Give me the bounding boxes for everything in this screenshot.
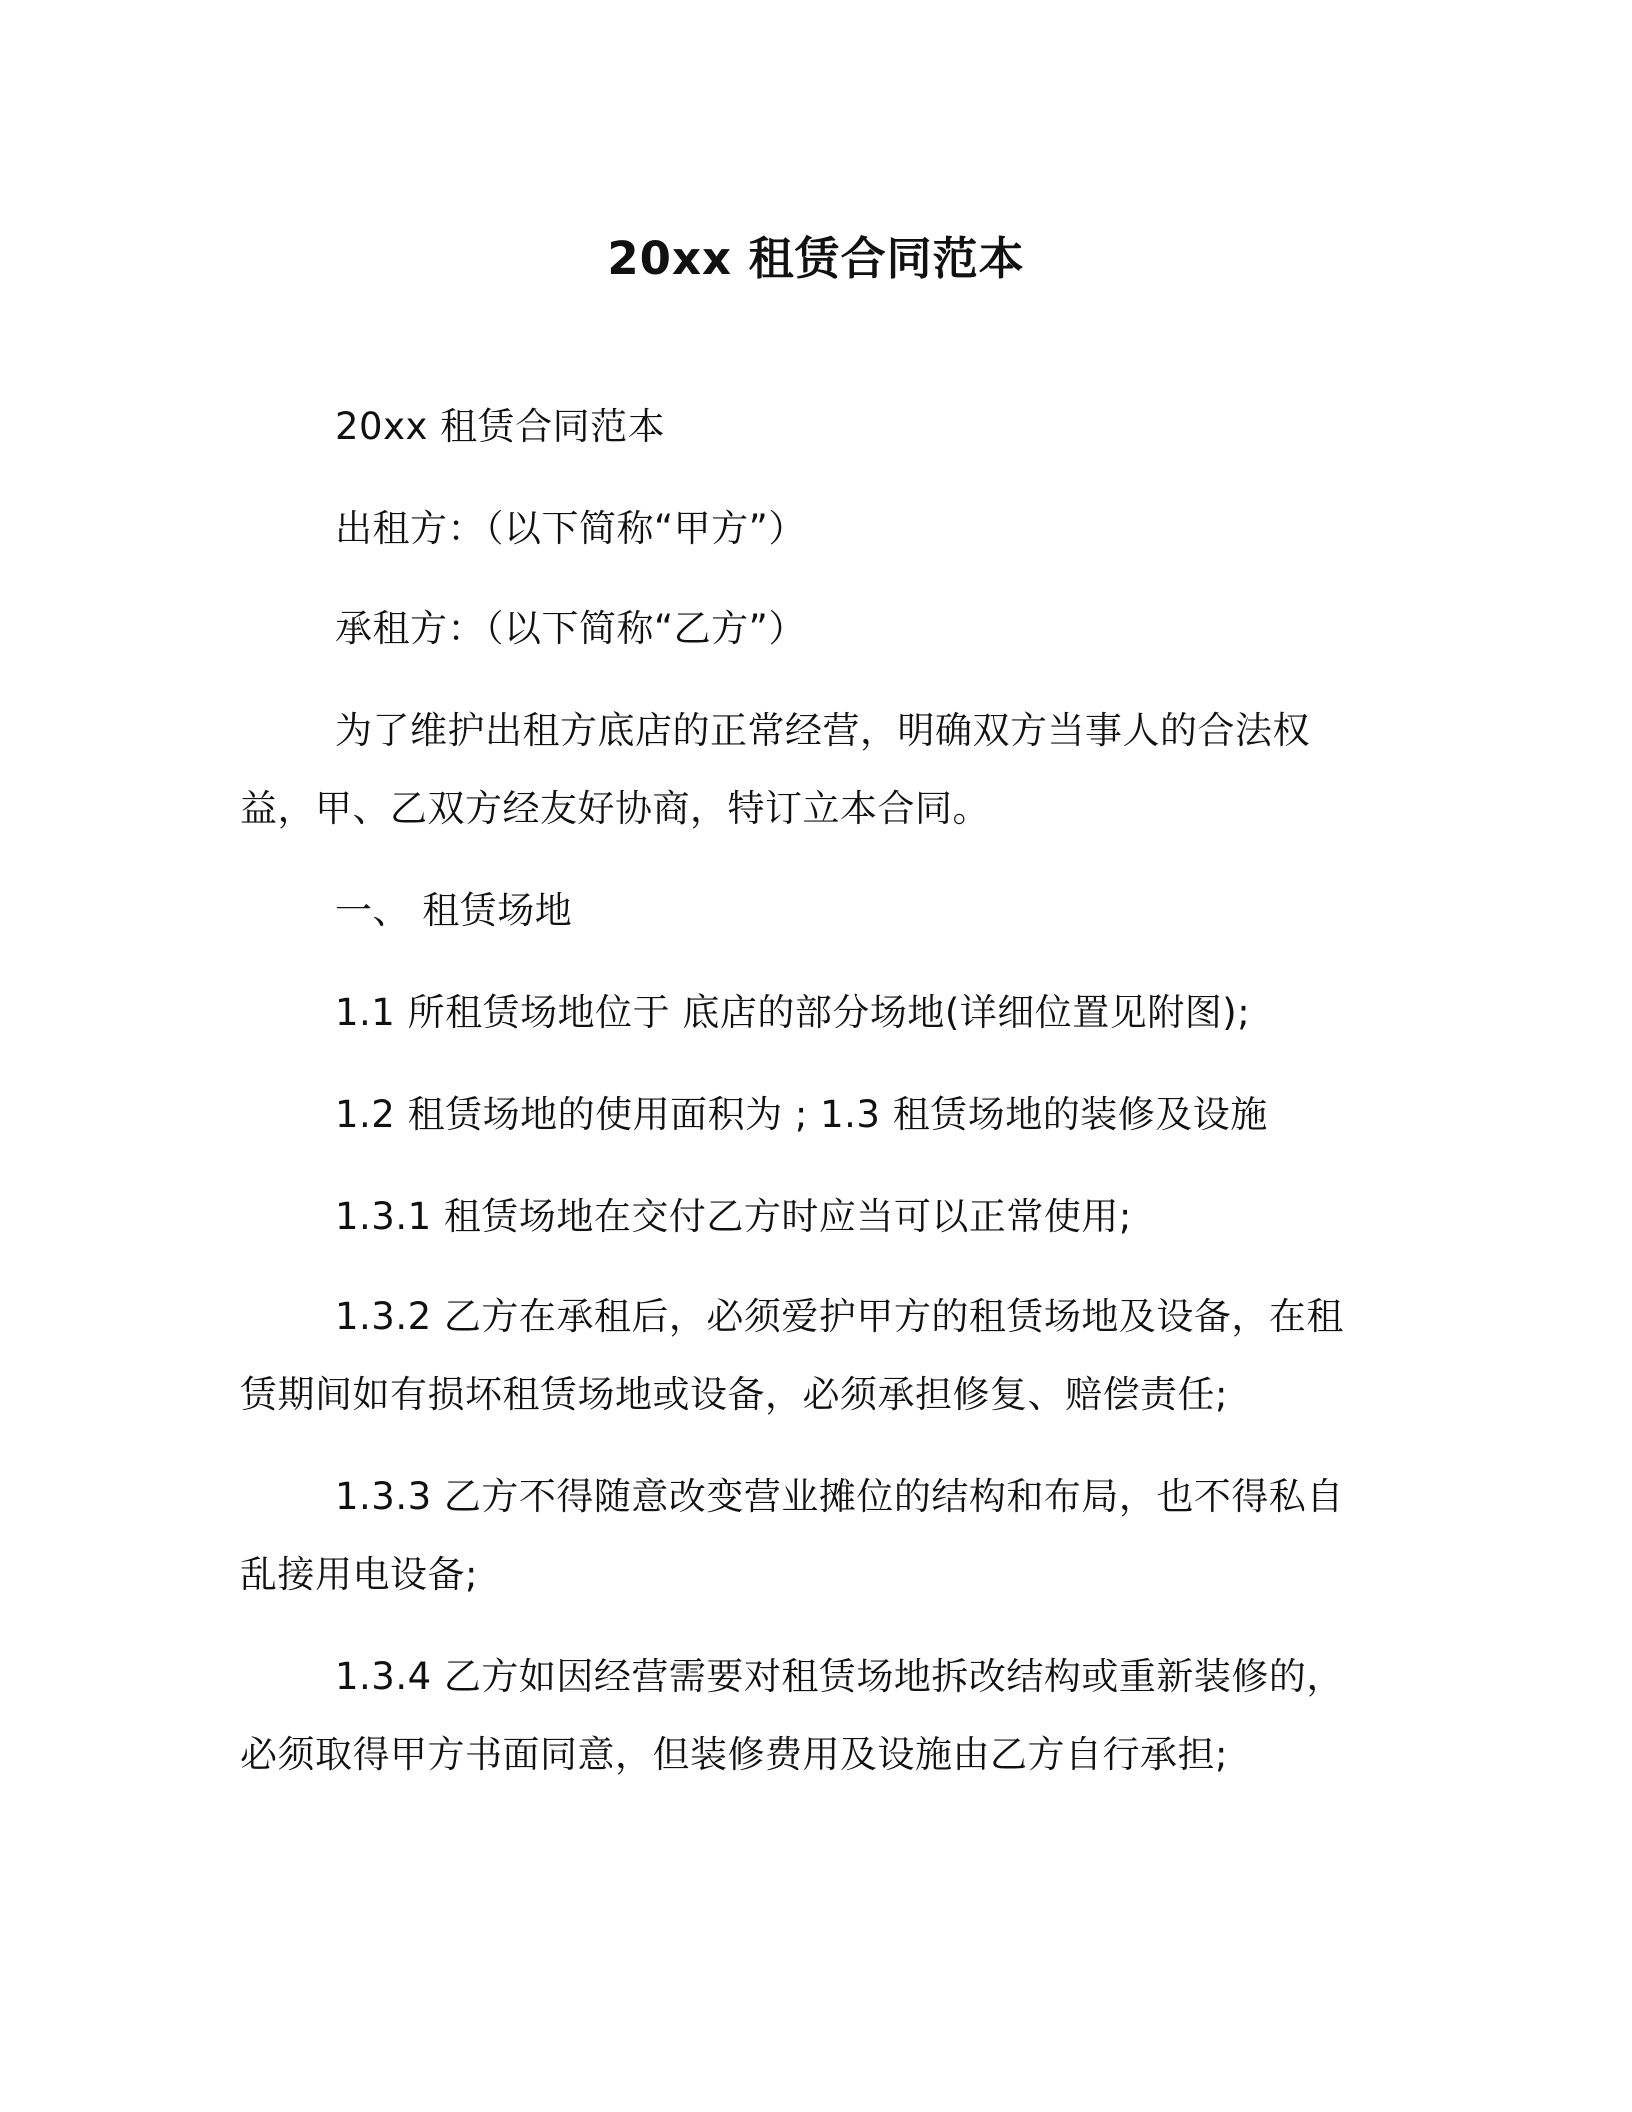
clause-1-3-2: 1.3.2 乙方在承租后，必须爱护甲方的租赁场地及设备，在租赁期间如有损坏租赁场地或设备，必须承担修复、赔偿责任; xyxy=(240,1295,1344,1416)
section-heading-1: 一、 租赁场地 xyxy=(335,889,573,932)
clause-1-3-3: 1.3.3 乙方不得随意改变营业摊位的结构和布局，也不得私自乱接用电设备; xyxy=(240,1475,1344,1596)
document-title: 20xx 租赁合同范本 xyxy=(607,232,1025,285)
paragraph-lessee: 承租方：（以下简称“乙方”） xyxy=(335,607,806,650)
clause-1-3-1: 1.3.1 租赁场地在交付乙方时应当可以正常使用; xyxy=(335,1195,1132,1238)
clause-1-1: 1.1 所租赁场地位于 底店的部分场地(详细位置见附图); xyxy=(335,991,1251,1034)
paragraph-subtitle: 20xx 租赁合同范本 xyxy=(335,405,666,448)
paragraph-preamble: 为了维护出租方底店的正常经营，明确双方当事人的合法权益，甲、乙双方经友好协商，特订立本合同。 xyxy=(240,709,1310,830)
clause-1-2: 1.2 租赁场地的使用面积为 ; 1.3 租赁场地的装修及设施 xyxy=(335,1093,1268,1136)
paragraph-lessor: 出租方：（以下简称“甲方”） xyxy=(335,507,806,550)
clause-1-3-4: 1.3.4 乙方如因经营需要对租赁场地拆改结构或重新装修的，必须取得甲方书面同意，但装修费用及设施由乙方自行承担; xyxy=(240,1655,1344,1776)
